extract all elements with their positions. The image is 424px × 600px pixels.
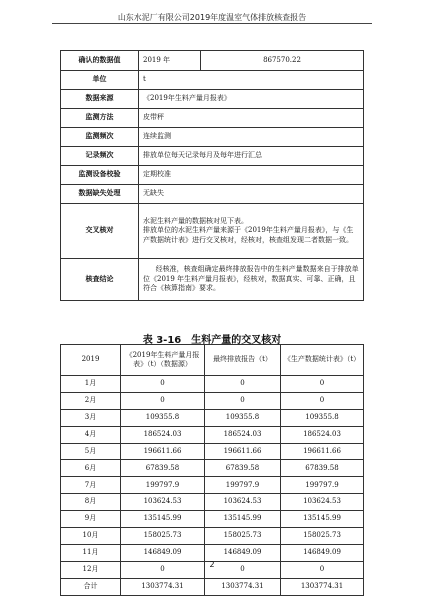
recording-frequency-value: 排放单位每天记录每月及每年进行汇总	[139, 147, 364, 166]
unit-value: t	[139, 71, 364, 90]
table-row	[61, 392, 364, 409]
row-label-cell: 5月	[61, 443, 121, 460]
value-cell: 0	[281, 376, 364, 393]
header-cell: 《生产数据统计表》（t）	[281, 345, 364, 376]
confirmed-year: 2019 年	[139, 51, 201, 71]
value-cell: 146849.09	[121, 544, 205, 561]
value-cell: 199797.9	[281, 477, 364, 494]
monitoring-frequency-value: 连续监测	[139, 128, 364, 147]
row-label-cell: 4月	[61, 426, 121, 443]
monitoring-method-value: 皮带秤	[139, 109, 364, 128]
value-cell: 196611.66	[121, 443, 205, 460]
value-cell: 1303774.31	[205, 578, 281, 595]
table-caption: 表 3-16 生料产量的交叉核对	[142, 335, 282, 346]
value-cell: 158025.73	[205, 528, 281, 545]
value-cell: 135145.99	[121, 511, 205, 528]
value-cell: 0	[121, 376, 205, 393]
page-header: 山东水泥厂有限公司2019年度温室气体排放核查报告	[117, 13, 307, 22]
equipment-calibration-value: 定期校准	[139, 166, 364, 185]
data-source-label: 数据来源	[61, 90, 139, 109]
value-cell: 146849.09	[205, 544, 281, 561]
value-cell: 0	[121, 561, 205, 578]
table-row	[61, 443, 364, 460]
value-cell: 1303774.31	[281, 578, 364, 595]
monitoring-method-label: 监测方法	[61, 109, 139, 128]
conclusion-value: 经核准，核查组确定最终排放报告中的生料产量数据来自于排放单位《2019 年生料产量月报表》，经核对，数据真实、可靠、正确，且符合《核算指南》要求。	[139, 259, 364, 301]
value-cell: 196611.66	[281, 443, 364, 460]
row-label-cell: 12月	[61, 561, 121, 578]
value-cell: 196611.66	[205, 443, 281, 460]
value-cell: 0	[205, 561, 281, 578]
table-row	[61, 477, 364, 494]
value-cell: 135145.99	[205, 511, 281, 528]
row-label-cell: 6月	[61, 460, 121, 477]
table-row	[61, 409, 364, 426]
value-cell: 0	[205, 392, 281, 409]
row-label-cell: 1月	[61, 376, 121, 393]
value-cell: 199797.9	[121, 477, 205, 494]
cross-check-value: 水泥生料产量的数据核对见下表。 排放单位的水泥生料产量来源于《2019年生料产量月报表》，与《生产数据统计表》进行交叉核对，经核对，核查组发现二者数据一致。	[139, 204, 364, 259]
value-cell: 109355.8	[205, 409, 281, 426]
value-cell: 103624.53	[281, 494, 364, 511]
value-cell: 158025.73	[121, 528, 205, 545]
confirmed-value: 867570.22	[201, 51, 364, 71]
page-number: 2	[209, 560, 215, 569]
row-label-cell: 3月	[61, 409, 121, 426]
confirmed-value-label: 确认的数据值	[61, 51, 139, 71]
value-cell: 103624.53	[205, 494, 281, 511]
header-cell: 2019	[61, 345, 121, 376]
row-label-cell: 9月	[61, 511, 121, 528]
value-cell: 67839.58	[205, 460, 281, 477]
table-row	[61, 511, 364, 528]
row-label-cell: 7月	[61, 477, 121, 494]
value-cell: 186524.03	[281, 426, 364, 443]
cross-check-label: 交叉核对	[61, 204, 139, 259]
value-cell: 103624.53	[121, 494, 205, 511]
value-cell: 186524.03	[205, 426, 281, 443]
row-label-cell: 11月	[61, 544, 121, 561]
value-cell: 109355.8	[121, 409, 205, 426]
conclusion-label: 核查结论	[61, 259, 139, 301]
unit-label: 单位	[61, 71, 139, 90]
table-row	[61, 528, 364, 545]
missing-data-value: 无缺失	[139, 185, 364, 204]
value-cell: 186524.03	[121, 426, 205, 443]
table-row	[61, 426, 364, 443]
equipment-calibration-label: 监测设备校验	[61, 166, 139, 185]
value-cell: 0	[205, 376, 281, 393]
missing-data-label: 数据缺失处理	[61, 185, 139, 204]
row-label-cell: 合计	[61, 578, 121, 595]
table-row	[61, 494, 364, 511]
row-label-cell: 8月	[61, 494, 121, 511]
value-cell: 67839.58	[281, 460, 364, 477]
table-row	[61, 460, 364, 477]
value-cell: 199797.9	[205, 477, 281, 494]
value-cell: 146849.09	[281, 544, 364, 561]
cross-check-table	[60, 344, 364, 596]
value-cell: 1303774.31	[121, 578, 205, 595]
header-cell: 《2019年生料产量月报表》（t）（数据源）	[121, 345, 205, 376]
value-cell: 67839.58	[121, 460, 205, 477]
row-label-cell: 10月	[61, 528, 121, 545]
value-cell: 0	[281, 392, 364, 409]
monitoring-frequency-label: 监测频次	[61, 128, 139, 147]
value-cell: 109355.8	[281, 409, 364, 426]
header-rule	[52, 23, 372, 24]
recording-frequency-label: 记录频次	[61, 147, 139, 166]
data-source-value: 《2019年生料产量月报表》	[139, 90, 364, 109]
header-cell: 最终排放报告（t）	[205, 345, 281, 376]
value-cell: 135145.99	[281, 511, 364, 528]
value-cell: 158025.73	[281, 528, 364, 545]
table-row	[61, 376, 364, 393]
data-info-table	[60, 50, 364, 301]
row-label-cell: 2月	[61, 392, 121, 409]
value-cell: 0	[281, 561, 364, 578]
value-cell: 0	[121, 392, 205, 409]
table-row	[61, 578, 364, 595]
table-row	[61, 544, 364, 561]
